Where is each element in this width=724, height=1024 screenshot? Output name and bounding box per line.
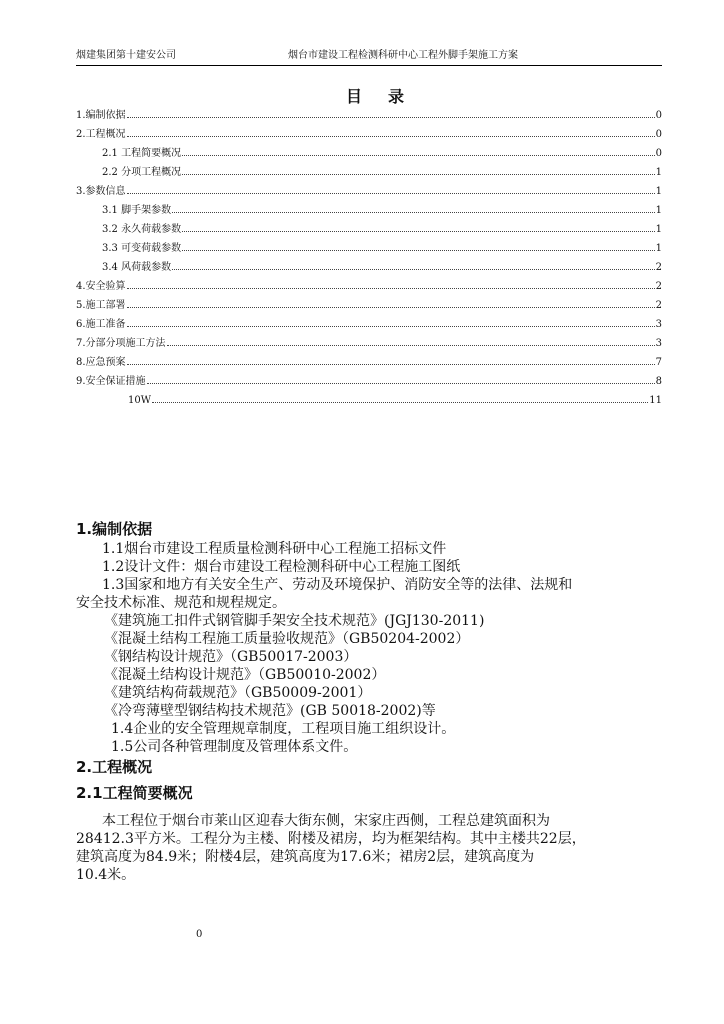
toc-entry-page: 1 bbox=[655, 186, 662, 197]
toc-entry-label: 2.2 分项工程概况 bbox=[102, 167, 182, 178]
page-header bbox=[76, 49, 662, 66]
overview-paragraph-line: 建筑高度为84.9米；附楼4层，建筑高度为17.6米；裙房2层，建筑高度为 bbox=[76, 849, 535, 865]
basis-item: 1.5公司各种管理制度及管理体系文件。 bbox=[111, 739, 358, 755]
toc-entry[interactable] bbox=[76, 142, 662, 161]
toc-entry[interactable] bbox=[76, 256, 662, 275]
toc-entry-label: 3.1 脚手架参数 bbox=[102, 205, 172, 216]
basis-item: 1.1烟台市建设工程质量检测科研中心工程施工招标文件 bbox=[102, 541, 447, 557]
toc-entry-page: 1 bbox=[655, 167, 662, 178]
toc-entry-label: 7.分部分项施工方法 bbox=[76, 338, 166, 349]
toc-entry[interactable] bbox=[76, 161, 662, 180]
toc-entry-label: 8.应急预案 bbox=[76, 357, 126, 368]
overview-paragraph-line: 10.4米。 bbox=[76, 867, 136, 883]
page-number: 0 bbox=[196, 929, 203, 940]
toc-entry-page: 0 bbox=[655, 129, 662, 140]
toc-entry-page: 3 bbox=[655, 319, 662, 330]
basis-item-continued: 安全技术标准、规范和规程规定。 bbox=[76, 595, 286, 611]
toc-entry-page: 0 bbox=[655, 148, 662, 159]
toc-entry-label: 4.安全验算 bbox=[76, 281, 126, 292]
toc-entry-label: 2.1 工程简要概况 bbox=[102, 148, 182, 159]
standard-reference: 《混凝土结构工程施工质量验收规范》（GB50204-2002） bbox=[104, 631, 470, 647]
toc-entry-label: 10W bbox=[128, 395, 152, 406]
toc-entry[interactable] bbox=[76, 351, 662, 370]
toc-entry-label: 9.安全保证措施 bbox=[76, 376, 146, 387]
toc-entry-page: 3 bbox=[655, 338, 662, 349]
toc-entry-page: 2 bbox=[655, 281, 662, 292]
toc-entry[interactable] bbox=[76, 389, 662, 408]
basis-item: 1.3国家和地方有关安全生产、劳动及环境保护、消防安全等的法律、法规和 bbox=[102, 577, 573, 593]
toc-entry[interactable] bbox=[76, 180, 662, 199]
toc-entry-page: 7 bbox=[655, 357, 662, 368]
subsection-heading: 2.1工程简要概况 bbox=[76, 784, 193, 802]
standard-reference: 《建筑结构荷载规范》（GB50009-2001） bbox=[104, 685, 372, 701]
standard-reference: 《混凝土结构设计规范》（GB50010-2002） bbox=[104, 667, 386, 683]
header-doc-title: 烟台市建设工程检测科研中心工程外脚手架施工方案 bbox=[288, 50, 518, 61]
toc-entry-label: 5.施工部署 bbox=[76, 300, 126, 311]
toc-entry-label: 3.2 永久荷载参数 bbox=[102, 224, 182, 235]
toc-entry[interactable] bbox=[76, 313, 662, 332]
toc-entry-label: 3.参数信息 bbox=[76, 186, 126, 197]
toc-entry-page: 2 bbox=[655, 262, 662, 273]
toc-entry-page: 8 bbox=[655, 376, 662, 387]
toc-title: 目录 bbox=[345, 87, 430, 106]
toc-entry-label: 2.工程概况 bbox=[76, 129, 126, 140]
toc-entry[interactable] bbox=[76, 275, 662, 294]
toc-entry-page: 1 bbox=[655, 243, 662, 254]
toc-entry-label: 3.4 风荷载参数 bbox=[102, 262, 172, 273]
toc-entry[interactable] bbox=[76, 370, 662, 389]
header-company: 烟建集团第十建安公司 bbox=[76, 50, 176, 61]
toc-entry-page: 0 bbox=[655, 110, 662, 121]
toc-entry[interactable] bbox=[76, 199, 662, 218]
standard-reference: 《冷弯薄壁型钢结构技术规范》(GB 50018-2002)等 bbox=[104, 703, 436, 719]
standard-reference: 《建筑施工扣件式钢管脚手架安全技术规范》(JGJ130-2011) bbox=[104, 613, 485, 629]
toc-entry[interactable] bbox=[76, 237, 662, 256]
toc-entry-page: 1 bbox=[655, 224, 662, 235]
toc-entry[interactable] bbox=[76, 332, 662, 351]
toc-entry-page: 11 bbox=[649, 395, 662, 406]
overview-paragraph-line: 本工程位于烟台市莱山区迎春大街东侧，宋家庄西侧，工程总建筑面积为 bbox=[102, 813, 550, 829]
toc-entry[interactable] bbox=[76, 123, 662, 142]
section-heading: 1.编制依据 bbox=[76, 520, 153, 538]
section-heading: 2.工程概况 bbox=[76, 758, 153, 776]
toc-entry-page: 1 bbox=[655, 205, 662, 216]
document-body bbox=[76, 520, 666, 884]
toc-entry-page: 2 bbox=[655, 300, 662, 311]
toc-entry[interactable] bbox=[76, 218, 662, 237]
basis-item: 1.2设计文件：烟台市建设工程检测科研中心工程施工图纸 bbox=[102, 559, 461, 575]
toc-entry-label: 1.编制依据 bbox=[76, 110, 126, 121]
toc-entry[interactable] bbox=[76, 104, 662, 123]
standard-reference: 《钢结构设计规范》（GB50017-2003） bbox=[104, 649, 358, 665]
toc-entry[interactable] bbox=[76, 294, 662, 313]
table-of-contents bbox=[76, 104, 662, 408]
toc-entry-label: 6.施工准备 bbox=[76, 319, 126, 330]
overview-paragraph-line: 28412.3平方米。工程分为主楼、附楼及裙房，均为框架结构。其中主楼共22层， bbox=[76, 831, 586, 847]
toc-entry-label: 3.3 可变荷载参数 bbox=[102, 243, 182, 254]
basis-item: 1.4企业的安全管理规章制度，工程项目施工组织设计。 bbox=[111, 721, 456, 737]
